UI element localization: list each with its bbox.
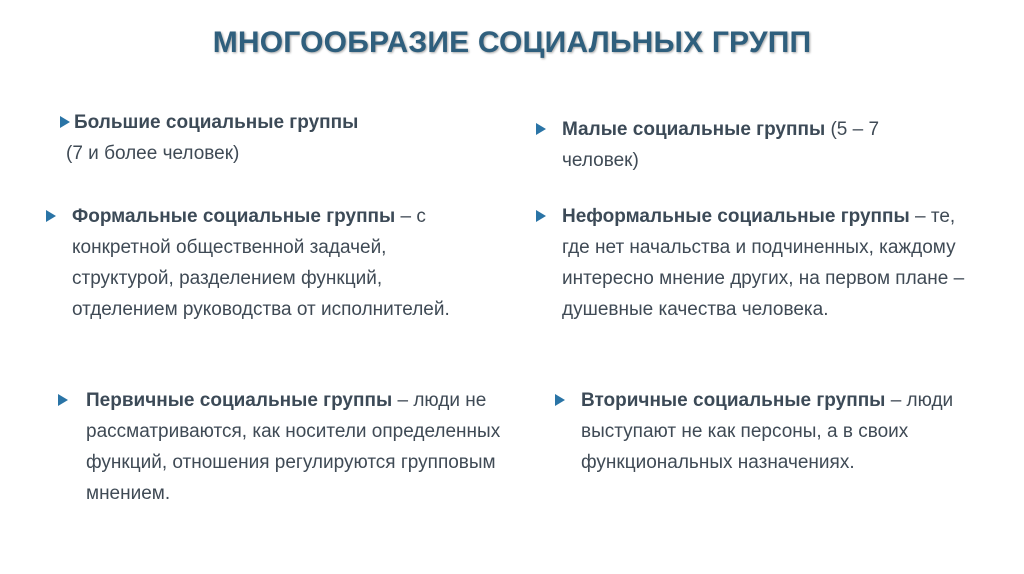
item-heading: Формальные социальные группы — [72, 206, 396, 227]
bullet-arrow-icon — [60, 116, 70, 128]
bullet-arrow-icon — [555, 394, 565, 406]
item-description: – с конкретной общественной задачей, структурой, разделением функций, отделением руководства от исполнителей. — [72, 206, 450, 320]
list-item-formal-groups — [46, 201, 466, 325]
item-heading: Вторичные социальные группы — [581, 390, 886, 411]
list-item-primary-groups — [58, 385, 518, 509]
item-description: (7 и более человек) — [66, 143, 240, 164]
list-item-secondary-groups — [555, 385, 1000, 478]
item-heading: Первичные социальные группы — [86, 390, 393, 411]
bullet-arrow-icon — [536, 210, 546, 222]
item-heading: Малые социальные группы — [562, 119, 826, 140]
item-description: – люди не рассматриваются, как носители определенных функций, отношения регулируются групповым мнением. — [86, 390, 501, 504]
bullet-arrow-icon — [58, 394, 68, 406]
list-item-large-groups — [60, 107, 440, 169]
page-title: МНОГООБРАЗИЕ СОЦИАЛЬНЫХ ГРУПП — [212, 26, 812, 59]
item-heading: Большие социальные группы — [74, 112, 359, 133]
item-description: – люди выступают не как персоны, а в своих функциональных назначениях. — [581, 390, 954, 473]
bullet-arrow-icon — [46, 210, 56, 222]
list-item-informal-groups — [536, 201, 981, 325]
list-item-small-groups — [536, 114, 946, 176]
item-description: – те, где нет начальства и подчиненных, каждому интересно мнение других, на первом плане – душевные качества человека. — [562, 206, 965, 320]
bullet-arrow-icon — [536, 123, 546, 135]
item-heading: Неформальные социальные группы — [562, 206, 910, 227]
item-description: (5 – 7 человек) — [562, 119, 880, 171]
